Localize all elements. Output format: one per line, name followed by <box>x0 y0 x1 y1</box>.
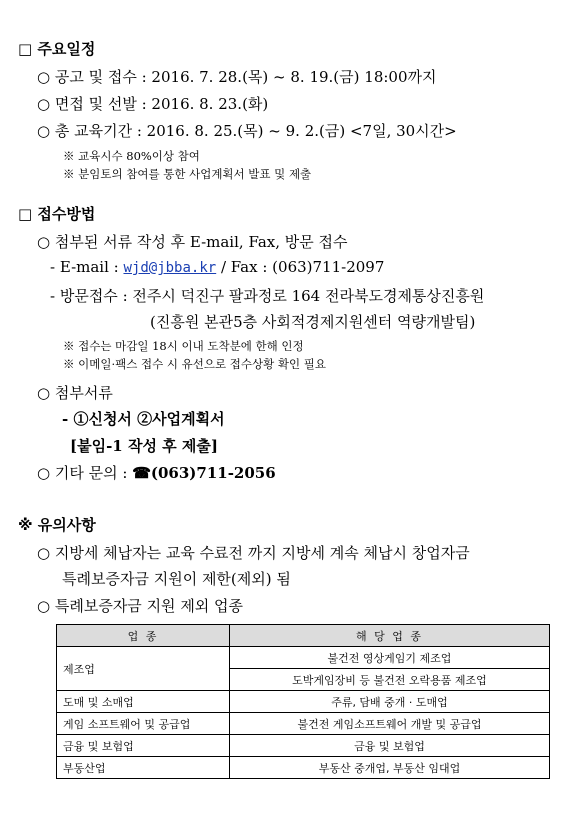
fax-text: / Fax : (063)711-2097 <box>216 258 385 276</box>
table-cell-detail: 금융 및 보험업 <box>230 735 550 757</box>
contact-phone: ☎(063)711-2056 <box>132 464 276 482</box>
table-cell-sector: 제조업 <box>57 647 230 691</box>
table-header-row <box>57 625 550 647</box>
schedule-title: □ 주요일정 <box>18 40 96 58</box>
caution-excluded: ○ 특례보증자금 지원 제외 업종 <box>37 597 244 615</box>
schedule-note-presentation: ※ 분임토의 참여를 통한 사업계획서 발표 및 제출 <box>63 167 312 181</box>
attachments-note: [붙임-1 작성 후 제출] <box>70 437 218 455</box>
contact-line <box>50 258 384 276</box>
table-row <box>57 713 550 735</box>
visit-address-line1: - 방문접수 : 전주시 덕진구 팔과정로 164 전라북도경제통상진흥원 <box>50 287 485 305</box>
caution-tax-line2: 특례보증자금 지원이 제한(제외) 됨 <box>62 570 291 588</box>
schedule-note-attendance: ※ 교육시수 80%이상 참여 <box>63 149 200 163</box>
cautions-title: ※ 유의사항 <box>18 516 96 534</box>
application-item-methods: ○ 첨부된 서류 작성 후 E-mail, Fax, 방문 접수 <box>37 233 348 251</box>
contact-inquiry <box>37 462 276 483</box>
table-header-details: 해 당 업 종 <box>230 625 550 647</box>
email-link[interactable]: wjd@jbba.kr <box>123 260 217 276</box>
application-title: □ 접수방법 <box>18 205 96 223</box>
excluded-industries-table <box>56 624 550 779</box>
table-cell-sector: 게임 소프트웨어 및 공급업 <box>57 713 230 735</box>
contact-label: ○ 기타 문의 : <box>37 464 133 482</box>
table-row <box>57 647 550 669</box>
table-header-sector: 업 종 <box>57 625 230 647</box>
table-cell-detail: 불건전 게임소프트웨어 개발 및 공급업 <box>230 713 550 735</box>
attachments-title: ○ 첨부서류 <box>37 384 113 402</box>
application-note-deadline: ※ 접수는 마감일 18시 이내 도착분에 한해 인정 <box>63 339 304 353</box>
table-cell-sector: 금융 및 보험업 <box>57 735 230 757</box>
table-cell-detail: 불건전 영상게임기 제조업 <box>230 647 550 669</box>
schedule-item-interview: ○ 면접 및 선발 : 2016. 8. 23.(화) <box>37 95 269 113</box>
schedule-item-period: ○ 총 교육기간 : 2016. 8. 25.(목) ~ 9. 2.(금) <7일, 30시간> <box>37 122 457 140</box>
schedule-item-recruit: ○ 공고 및 접수 : 2016. 7. 28.(목) ~ 8. 19.(금) 18:00까지 <box>37 68 437 86</box>
table-cell-detail: 부동산 중개업, 부동산 임대업 <box>230 757 550 779</box>
application-note-confirm: ※ 이메일·팩스 접수 시 유선으로 접수상황 확인 필요 <box>63 357 326 371</box>
table-cell-detail: 주류, 담배 중개 · 도매업 <box>230 691 550 713</box>
email-label: - E-mail : <box>50 258 124 276</box>
visit-address-line2: (진흥원 본관5층 사회적경제지원센터 역량개발팀) <box>150 313 476 331</box>
table-row <box>57 691 550 713</box>
table-row <box>57 757 550 779</box>
caution-tax-line1: ○ 지방세 체납자는 교육 수료전 까지 지방세 계속 체납시 창업자금 <box>37 544 470 562</box>
attachments-docs: - ①신청서 ②사업계획서 <box>62 410 225 428</box>
table-cell-sector: 도매 및 소매업 <box>57 691 230 713</box>
table-cell-detail: 도박게임장비 등 불건전 오락용품 제조업 <box>230 669 550 691</box>
table-row <box>57 735 550 757</box>
table-cell-sector: 부동산업 <box>57 757 230 779</box>
